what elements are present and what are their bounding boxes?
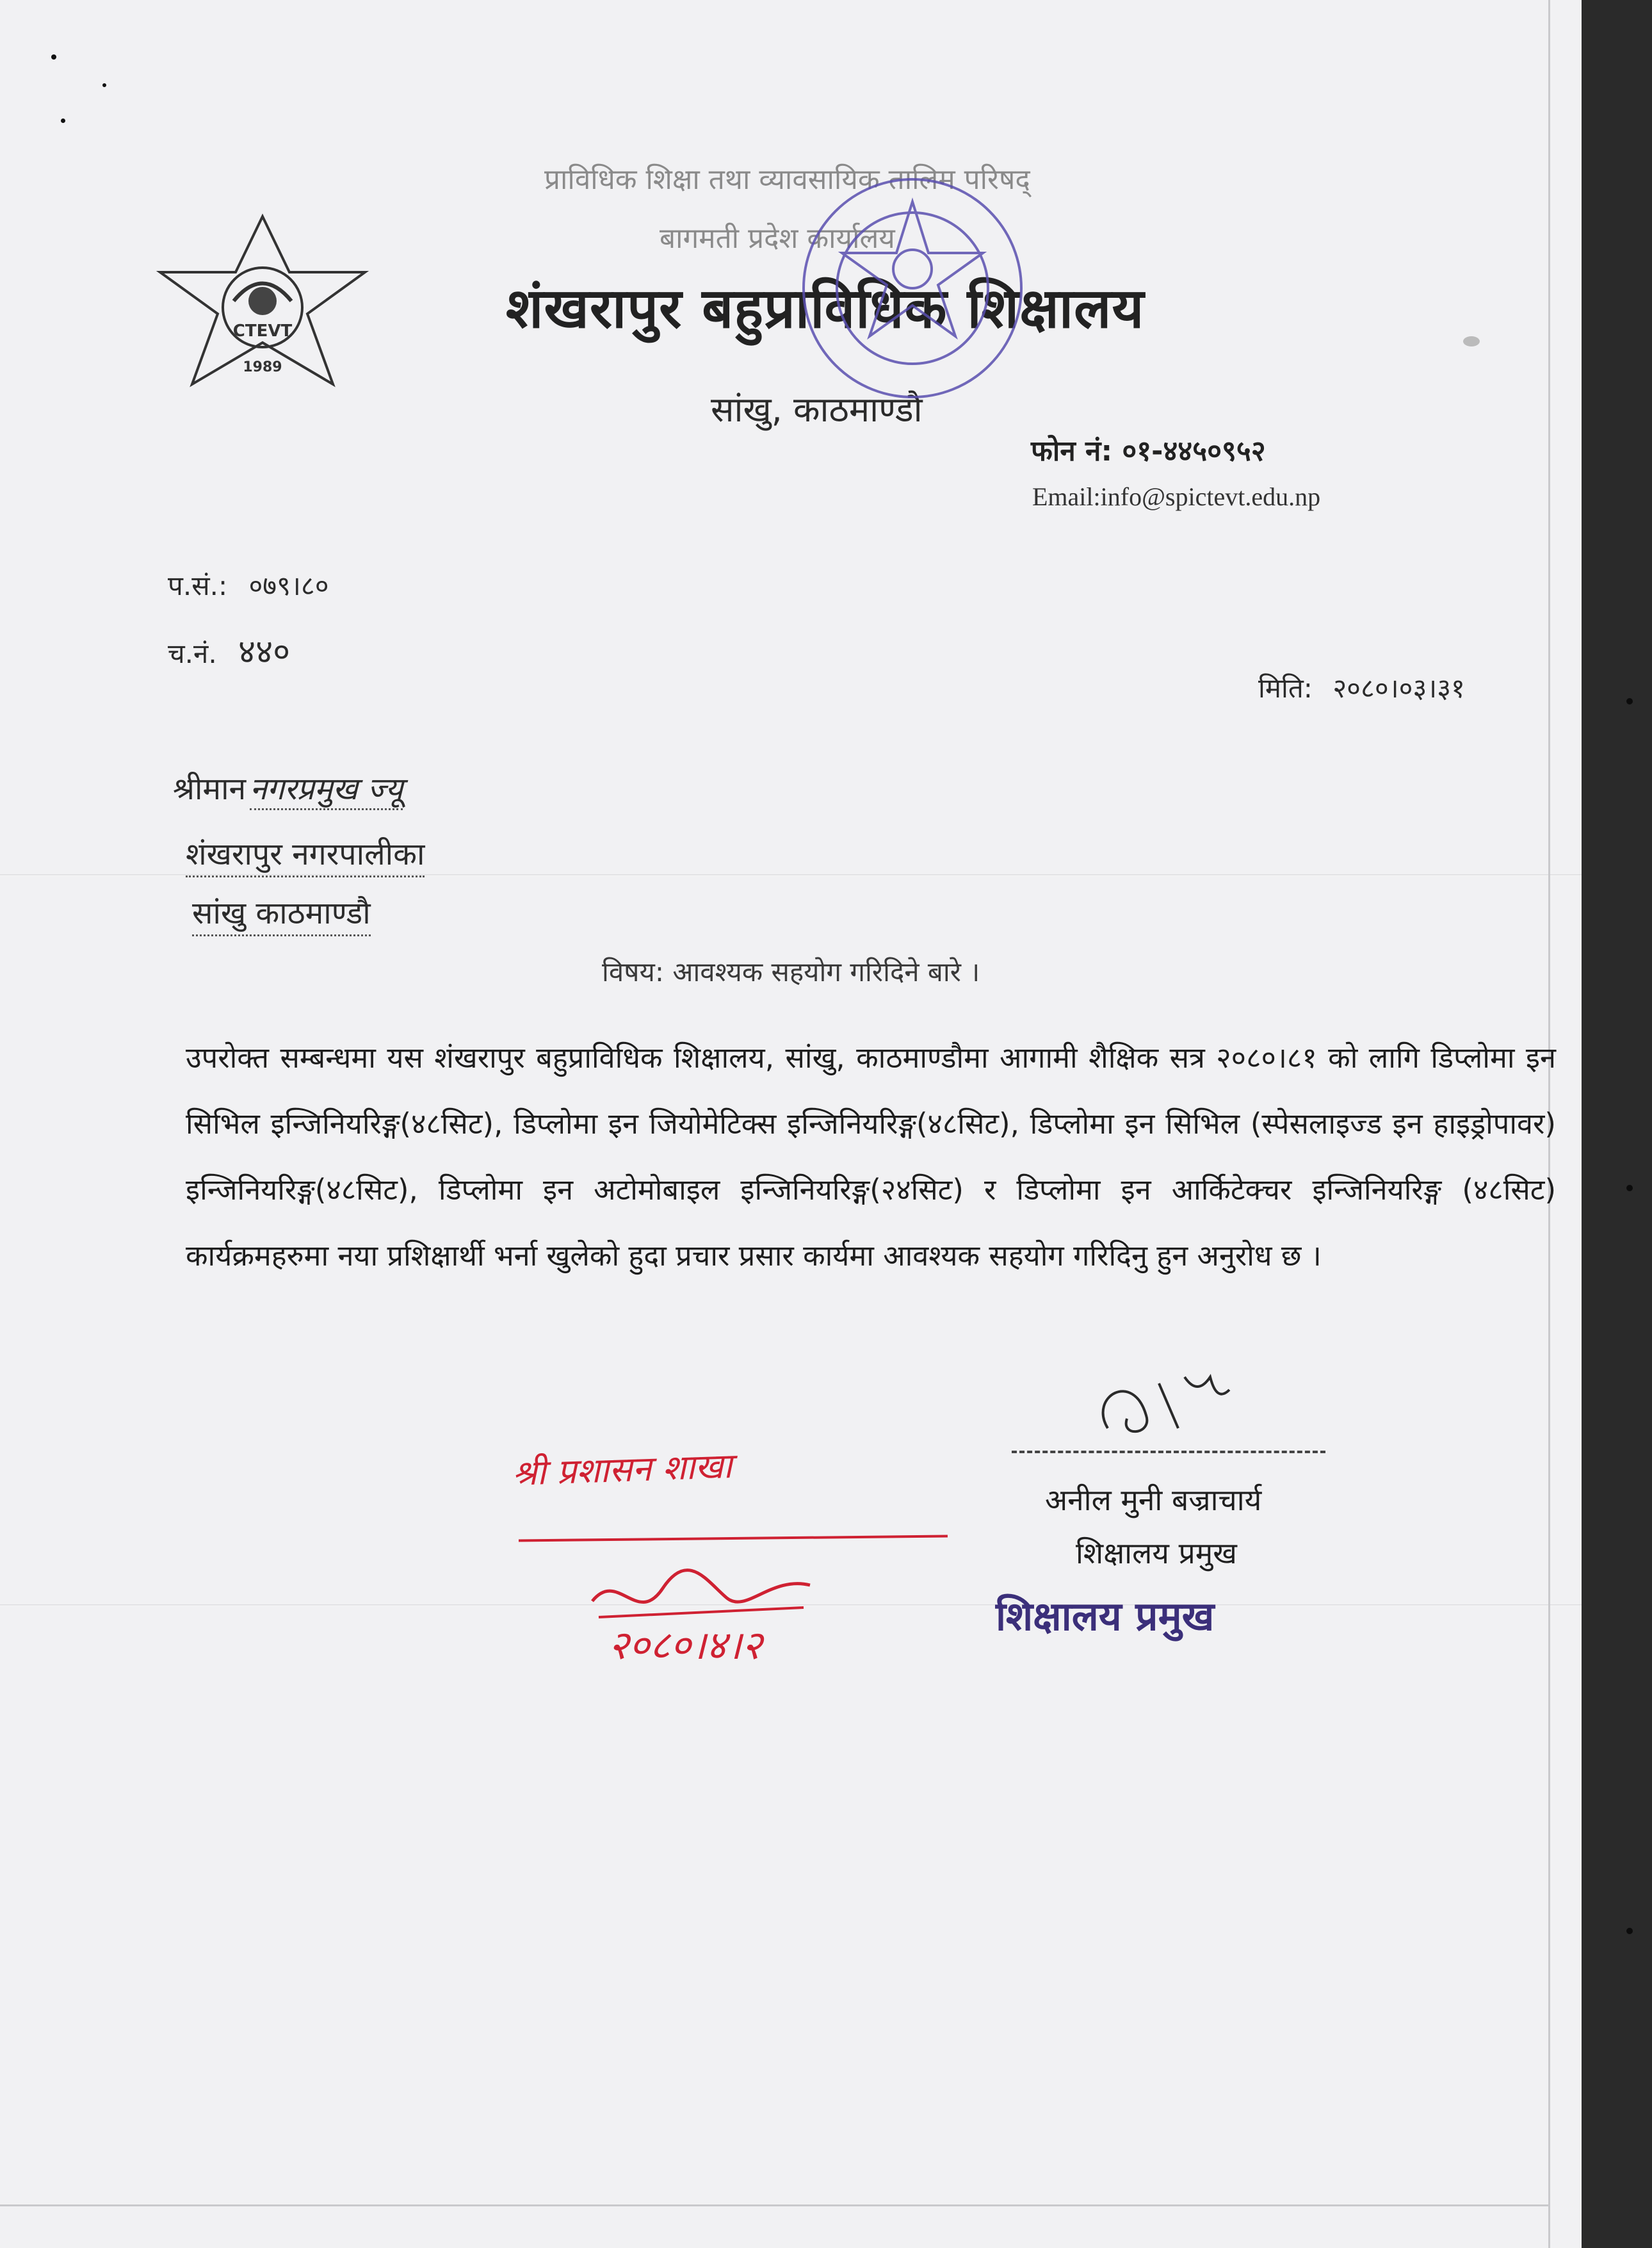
cn-label: च.नं. — [168, 638, 217, 669]
office-stamp — [788, 163, 1037, 413]
ps-label: प.सं.: — [168, 570, 228, 601]
cn-value: ४४० — [238, 633, 291, 671]
dispatch-number — [168, 628, 290, 673]
dust-speck — [1463, 336, 1480, 346]
date-value: २०८०।०३।३१ — [1332, 672, 1465, 704]
binder-hole — [1626, 1185, 1633, 1191]
subject-line: विषय: आवश्यक सहयोग गरिदिने बारे । — [602, 956, 980, 988]
institution-name: शंखरापुर बहुप्राविधिक शिक्षालय — [506, 277, 1145, 341]
receiving-note-to: श्री प्रशासन शाखा — [512, 1446, 733, 1494]
binder-hole — [1626, 698, 1633, 705]
red-underline — [519, 1535, 948, 1542]
addressee-title: नगरप्रमुख ज्यू — [250, 771, 403, 810]
seal-title-stamp: शिक्षालय प्रमुख — [996, 1593, 1215, 1640]
phone-number: ०१-४४५०९५२ — [1122, 435, 1266, 468]
addressee-line-2: शंखरापुर नगरपालीका — [186, 833, 425, 877]
signature-line — [1012, 1451, 1325, 1453]
signature — [1082, 1358, 1261, 1454]
reference-number — [168, 567, 329, 603]
dust-speck — [51, 54, 56, 60]
parent-body: प्राविधिक शिक्षा तथा व्यावसायिक तालिम परिषद् — [544, 163, 1030, 196]
letter-date — [1258, 669, 1465, 706]
emblem-text: CTEVT — [232, 322, 293, 341]
salutation: श्रीमान — [173, 771, 247, 807]
province-office: बागमती प्रदेश कार्यालय — [660, 222, 895, 255]
signer-name: अनील मुनी बज्राचार्य — [1045, 1483, 1262, 1517]
emblem-year: 1989 — [243, 359, 282, 375]
phone-line — [1031, 430, 1266, 469]
date-label: मिति: — [1258, 672, 1313, 704]
dust-speck — [102, 83, 106, 87]
phone-label: फोन नं: — [1031, 435, 1113, 468]
email-address: Email:info@spictevt.edu.np — [1032, 482, 1321, 511]
institution-location: सांखु, काठमाण्डौ — [711, 389, 923, 430]
dust-speck — [61, 118, 65, 123]
ps-value: ०७९।८० — [248, 570, 329, 601]
letter-body: उपरोक्त सम्बन्धमा यस शंखरापुर बहुप्राविधिक शिक्षालय, सांखु, काठमाण्डौमा आगामी शैक्षिक सत्र २०८०।८१ को लागि डिप्लोमा इन सिभिल इन्जिनियरिङ्ग(४८सिट), डिप्लोमा इन जियोमेटिक्स इन्जिनियरिङ्ग(४८सिट), डिप्लोमा इन सिभिल (स्पेसलाइज्ड इन हाइड्रोपावर) इन्जिनियरिङ्ग(४८सिट), डिप्लोमा इन अटोमोबाइल इन्जिनियरिङ्ग(२४सिट) र डिप्लोमा इन आर्किटेक्चर इन्जिनियरिङ्ग (४८सिट) कार्यक्रमहरुमा नया प्रशिक्षार्थी भर्ना खुलेको हुदा प्रचार प्रसार कार्यमा आवश्यक सहयोग गरिदिनु हुन अनुरोध छ । — [186, 1041, 1556, 1273]
addressee-line-1 — [173, 767, 403, 809]
page-edge — [0, 2204, 1550, 2206]
binder-hole — [1626, 1928, 1633, 1934]
ctevt-emblem — [147, 211, 378, 403]
receiving-date: २०८०।४।२ — [608, 1622, 763, 1668]
addressee-line-3: सांखु काठमाण्डौ — [192, 892, 371, 936]
signer-title: शिक्षालय प्रमुख — [1076, 1536, 1237, 1570]
